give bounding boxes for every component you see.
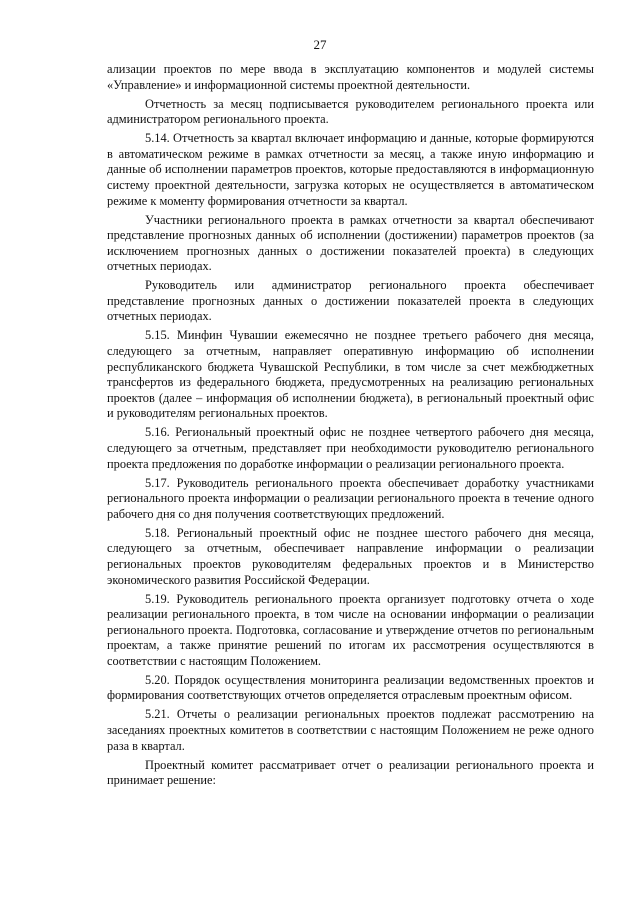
paragraph: Проектный комитет рассматривает отчет о реализации регионального проекта и принимает решение:	[107, 757, 594, 788]
paragraph: Руководитель или администратор регионального проекта обеспечивает представление прогнозных данных о достижении показателей проекта в следующих отчетных периодах.	[107, 278, 594, 324]
paragraph-continuation: ализации проектов по мере ввода в эксплуатацию компонентов и модулей системы «Управление» и информационной системы проектной деятельности.	[107, 62, 594, 92]
paragraph-5-14: 5.14. Отчетность за квартал включает информацию и данные, которые формируются в автоматическом режиме в рамках отчетности за месяц, а также иную информацию и данные об исполнении параметров проектов, которые предоставляются в информационную систему проектной деятельности, загрузка которых не осуществляется в автоматическом режиме к моменту формирования отчетности за квартал.	[107, 131, 594, 208]
paragraph-5-19: 5.19. Руководитель регионального проекта организует подготовку отчета о ходе реализации регионального проекта, в том числе на основании информации о реализации регионального проекта. Подготовка, согласование и утверждение отчетов по региональным проектам, а также принятие решений по итогам их рассмотрения осуществляются в соответствии с настоящим Положением.	[107, 591, 594, 668]
paragraph-5-16: 5.16. Региональный проектный офис не позднее четвертого рабочего дня месяца, следующего за отчетным, представляет при необходимости руководителю регионального проекта предложения по доработке информации о реализации регионального проекта.	[107, 425, 594, 471]
paragraph: Отчетность за месяц подписывается руководителем регионального проекта или администратором регионального проекта.	[107, 96, 594, 127]
paragraph-5-17: 5.17. Руководитель регионального проекта обеспечивает доработку участниками регионального проекта информации о реализации регионального проекта в течение одного рабочего дня со дня получения соответствующих предложений.	[107, 475, 594, 521]
page-number: 27	[313, 37, 327, 52]
paragraph: Участники регионального проекта в рамках отчетности за квартал обеспечивают представление прогнозных данных об исполнении (достижении) параметров проектов (за исключением прогнозных данных о достижении показателей проекта) в следующих отчетных периодах.	[107, 212, 594, 274]
paragraph-5-18: 5.18. Региональный проектный офис не позднее шестого рабочего дня месяца, следующего за отчетным, обеспечивает направление информации о реализации региональных проектов руководителям федеральных проектов и в Министерство экономического развития Российской Федерации.	[107, 525, 594, 587]
paragraph-5-21: 5.21. Отчеты о реализации региональных проектов подлежат рассмотрению на заседаниях проектных комитетов в соответствии с настоящим Положением не реже одного раза в квартал.	[107, 707, 594, 753]
document-body	[107, 62, 594, 792]
paragraph-5-20: 5.20. Порядок осуществления мониторинга реализации ведомственных проектов и формирования соответствующих отчетов определяется отраслевым проектным офисом.	[107, 672, 594, 703]
paragraph-5-15: 5.15. Минфин Чувашии ежемесячно не позднее третьего рабочего дня месяца, следующего за отчетным, направляет оперативную информацию об исполнении республиканского бюджета Чувашской Республики, в том числе за счет межбюджетных трансфертов из федерального бюджета, предусмотренных на реализацию региональных проектов (далее – информация об исполнении бюджета), в региональный проектный офис и руководителям региональных проектов.	[107, 328, 594, 421]
